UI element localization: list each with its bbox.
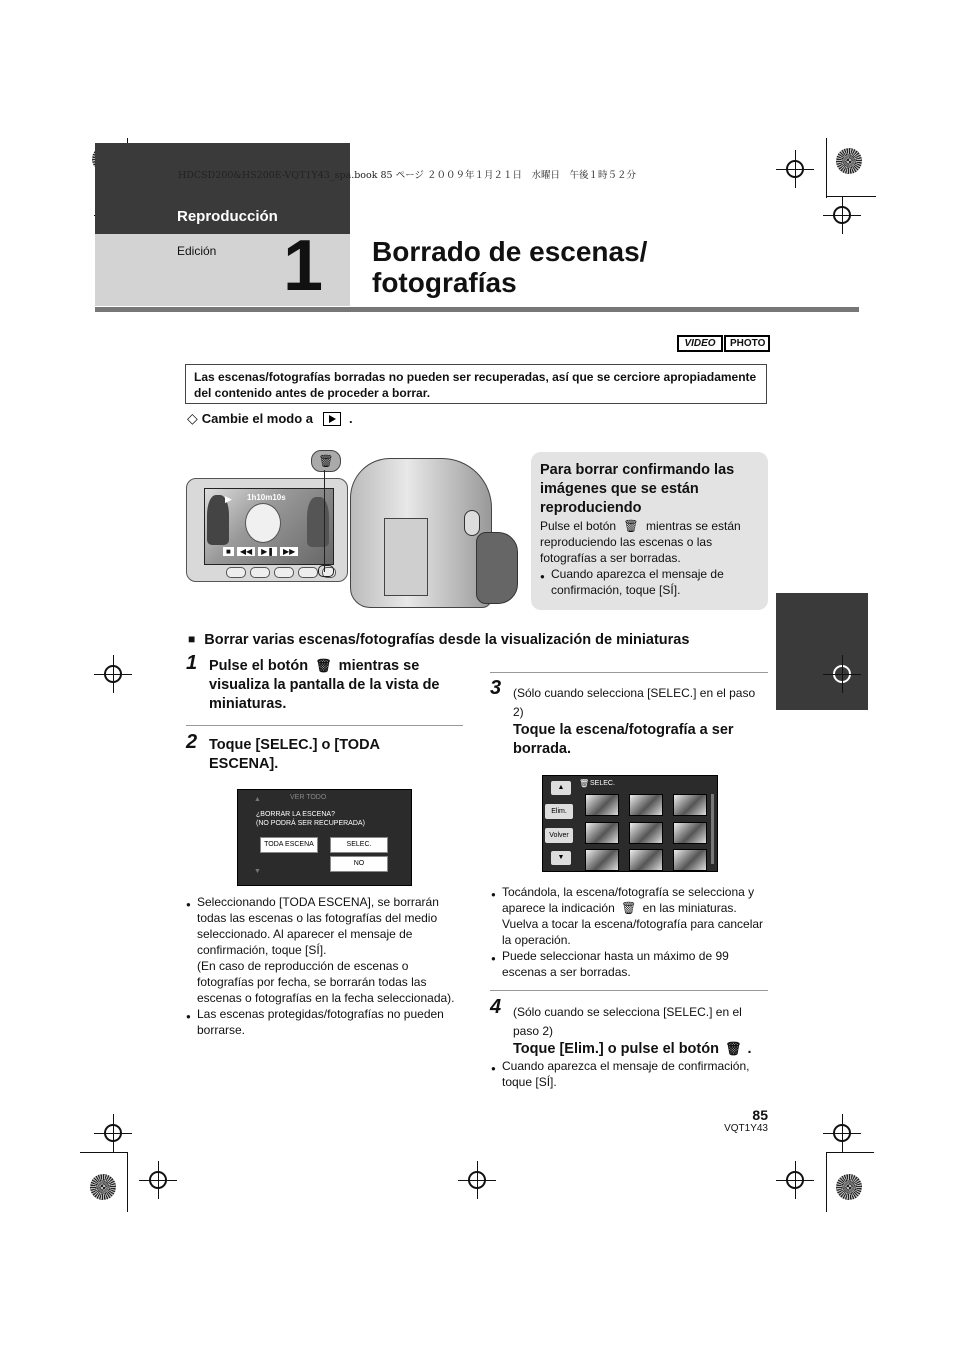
step-4-text [513, 1039, 773, 1059]
step-number: 1 [186, 652, 198, 674]
thumbnail-select-screenshot [542, 775, 718, 872]
trash-icon: 🗑 [621, 901, 637, 915]
step-2-notes [197, 894, 462, 1038]
chapter-number: 1 [283, 226, 324, 306]
section-heading [188, 632, 689, 648]
tip-bullet: ● Cuando aparezca el mensaje de confirmación, toque [SÍ]. [551, 566, 761, 598]
thumbnail[interactable] [673, 794, 707, 816]
select-header: SELEC. [590, 780, 615, 787]
step-divider [186, 725, 463, 726]
step-number: 3 [490, 677, 502, 699]
play-pause-icon: ▶❚ [258, 547, 277, 556]
screen-play-icon: ▶ [225, 494, 232, 504]
registration-mark [786, 160, 804, 178]
mode-badge-photo: PHOTO [725, 336, 769, 351]
mode-badges [678, 336, 769, 351]
child-face [245, 503, 281, 543]
dialog-down-arrow-icon: ▼ [254, 868, 261, 875]
dialog-top-label: VER TODO [290, 794, 327, 801]
step-4-bullet: ● Cuando aparezca el mensaje de confirmación, toque [SÍ]. [502, 1058, 768, 1090]
title-rule [95, 307, 859, 312]
page-number: 85 [752, 1107, 768, 1123]
registration-mark [104, 665, 122, 683]
mode-change-period: . [349, 411, 353, 426]
step-number: 4 [490, 996, 502, 1018]
dialog-message-line: (NO PODRÁ SER RECUPERADA) [256, 820, 365, 827]
step-2-note: (En caso de reproducción de escenas o fotografías por fecha, se borrarán todas las escenas o fotografías en la fecha seleccionada). [197, 959, 455, 1005]
trash-icon: 🗑 [315, 658, 332, 673]
crop-line [826, 196, 876, 197]
back-button[interactable]: Volver [545, 828, 573, 843]
stop-icon: ■ [223, 547, 234, 556]
step-1-text-a: Pulse el botón [209, 658, 309, 674]
select-button[interactable]: SELEC. [330, 837, 388, 853]
step-number: 2 [186, 731, 198, 753]
step-2-text: Toque [SELEC.] o [TODA ESCENA]. [209, 737, 380, 772]
rewind-icon: ◀◀ [237, 547, 255, 556]
camera-illustration [186, 450, 520, 610]
trash-icon: 🗑 [724, 1041, 742, 1056]
page-title-line: fotografías [372, 267, 517, 298]
step-3-text: Toque la escena/fotografía a ser borrada. [513, 722, 734, 757]
screen-controls [223, 547, 298, 556]
registration-mark [833, 1124, 851, 1142]
registration-mark [786, 1171, 804, 1189]
section-label: Reproducción [177, 208, 278, 225]
thumbnail[interactable] [673, 849, 707, 871]
thumbnail[interactable] [585, 794, 619, 816]
scroll-up-button[interactable]: ▲ [551, 781, 571, 795]
scrollbar[interactable] [711, 794, 714, 864]
registration-sunburst-bottom-left [90, 1174, 116, 1200]
diamond-icon: ◇ [187, 410, 198, 426]
lcd-screen [204, 488, 334, 565]
tip-body-text: Pulse el botón [540, 519, 617, 533]
crop-line [826, 1152, 874, 1153]
step-3-note: (Sólo cuando selecciona [SELEC.] en el paso 2) [513, 686, 756, 719]
thumbnail[interactable] [629, 794, 663, 816]
dialog-message [256, 810, 365, 828]
step-3-notes [502, 884, 766, 980]
camera-lens-button [464, 510, 480, 536]
step-2-bullet: ● Seleccionando [TODA ESCENA], se borrarán todas las escenas o las fotografías del medio seleccionado. Al aparecer el mensaje de confirmación, toque [SÍ]. [197, 894, 462, 958]
registration-mark [149, 1171, 167, 1189]
screen-counter: 1h10m10s [247, 493, 286, 502]
camera-side-panel [384, 518, 428, 596]
warning-box: Las escenas/fotografías borradas no pueden ser recuperadas, así que se cerciore apropiadamente del contenido antes de proceder a borrar. [185, 364, 767, 404]
subsection-label: Edición [177, 244, 217, 258]
scroll-down-button[interactable]: ▼ [551, 851, 571, 865]
step-4-note: (Sólo cuando se selecciona [SELEC.] en el paso 2) [513, 1005, 742, 1038]
thumbnail[interactable] [673, 822, 707, 844]
dialog-message-line: ¿BORRAR LA ESCENA? [256, 811, 335, 818]
section-heading-text: Borrar varias escenas/fotografías desde la visualización de miniaturas [204, 632, 690, 648]
step-2-bullet: ● Las escenas protegidas/fotografías no pueden borrarse. [197, 1006, 462, 1038]
dialog-up-arrow-icon: ▲ [254, 796, 261, 803]
thumbnail[interactable] [629, 822, 663, 844]
page-title [372, 236, 647, 298]
tip-box [531, 452, 768, 610]
thumbnail[interactable] [629, 849, 663, 871]
tree-right [307, 497, 329, 547]
step-1-text [209, 656, 469, 714]
mode-change-line [187, 410, 353, 427]
crop-line [80, 1152, 128, 1153]
trash-icon: 🗑 [623, 519, 639, 533]
no-button[interactable]: NO [330, 856, 388, 872]
crop-line [127, 1152, 128, 1212]
step-3-bullet-text: en las miniaturas. Vuelva a tocar la escena/fotografía para cancelar la operación. [502, 901, 764, 947]
registration-mark [833, 665, 851, 683]
dialog-screenshot [237, 789, 412, 886]
registration-sunburst-bottom-right [836, 1174, 862, 1200]
document-code: VQT1Y43 [724, 1123, 768, 1134]
square-bullet: ■ [188, 632, 196, 646]
delete-button-callout: 🗑 [311, 450, 341, 472]
callout-line [324, 470, 325, 572]
camera-grip [476, 532, 518, 604]
tip-body [540, 518, 762, 566]
page-title-line: Borrado de escenas/ [372, 236, 648, 267]
step-3-bullet [502, 884, 766, 948]
step-1-text-b: mientras se visualiza la pantalla de la vista de miniaturas. [209, 658, 440, 712]
mode-change-text: Cambie el modo a [201, 411, 314, 426]
crop-line [826, 1152, 827, 1212]
registration-mark [833, 206, 851, 224]
step-4-text-b: . [747, 1041, 752, 1057]
select-trash-icon: 🗑 [579, 779, 590, 788]
registration-mark [104, 1124, 122, 1142]
crop-line [826, 138, 827, 198]
thumbnail[interactable] [585, 822, 619, 844]
step-3-bullet-text: Tocándola, la escena/fotografía se selecciona y aparece la indicación [502, 885, 755, 915]
mode-badge-video: VIDEO [678, 336, 722, 351]
registration-mark [468, 1171, 486, 1189]
step-4-text-a: Toque [Elim.] o pulse el botón [513, 1041, 719, 1057]
delete-button[interactable]: Elim. [545, 804, 573, 819]
playback-mode-icon [323, 412, 341, 426]
callout-target [318, 565, 334, 577]
tip-title: Para borrar confirmando las imágenes que se están reproduciendo [540, 462, 735, 516]
registration-sunburst-top-right [836, 148, 862, 174]
running-head: HDCSD200&HS200E-VQT1Y43_spa.book 85 ページ ２００９年１月２１日 水曜日 午後１時５２分 [178, 170, 636, 181]
fast-forward-icon: ▶▶ [280, 547, 298, 556]
all-scenes-button[interactable]: TODA ESCENA [260, 837, 318, 853]
thumbnail[interactable] [585, 849, 619, 871]
step-divider [490, 990, 768, 991]
step-3-bullet: ● Puede seleccionar hasta un máximo de 99 escenas a ser borradas. [502, 948, 766, 980]
tip-body-text: mientras se están reproduciendo las escenas o las fotografías a ser borradas. [540, 519, 741, 565]
column-rule [490, 672, 768, 673]
side-tab [776, 593, 868, 710]
